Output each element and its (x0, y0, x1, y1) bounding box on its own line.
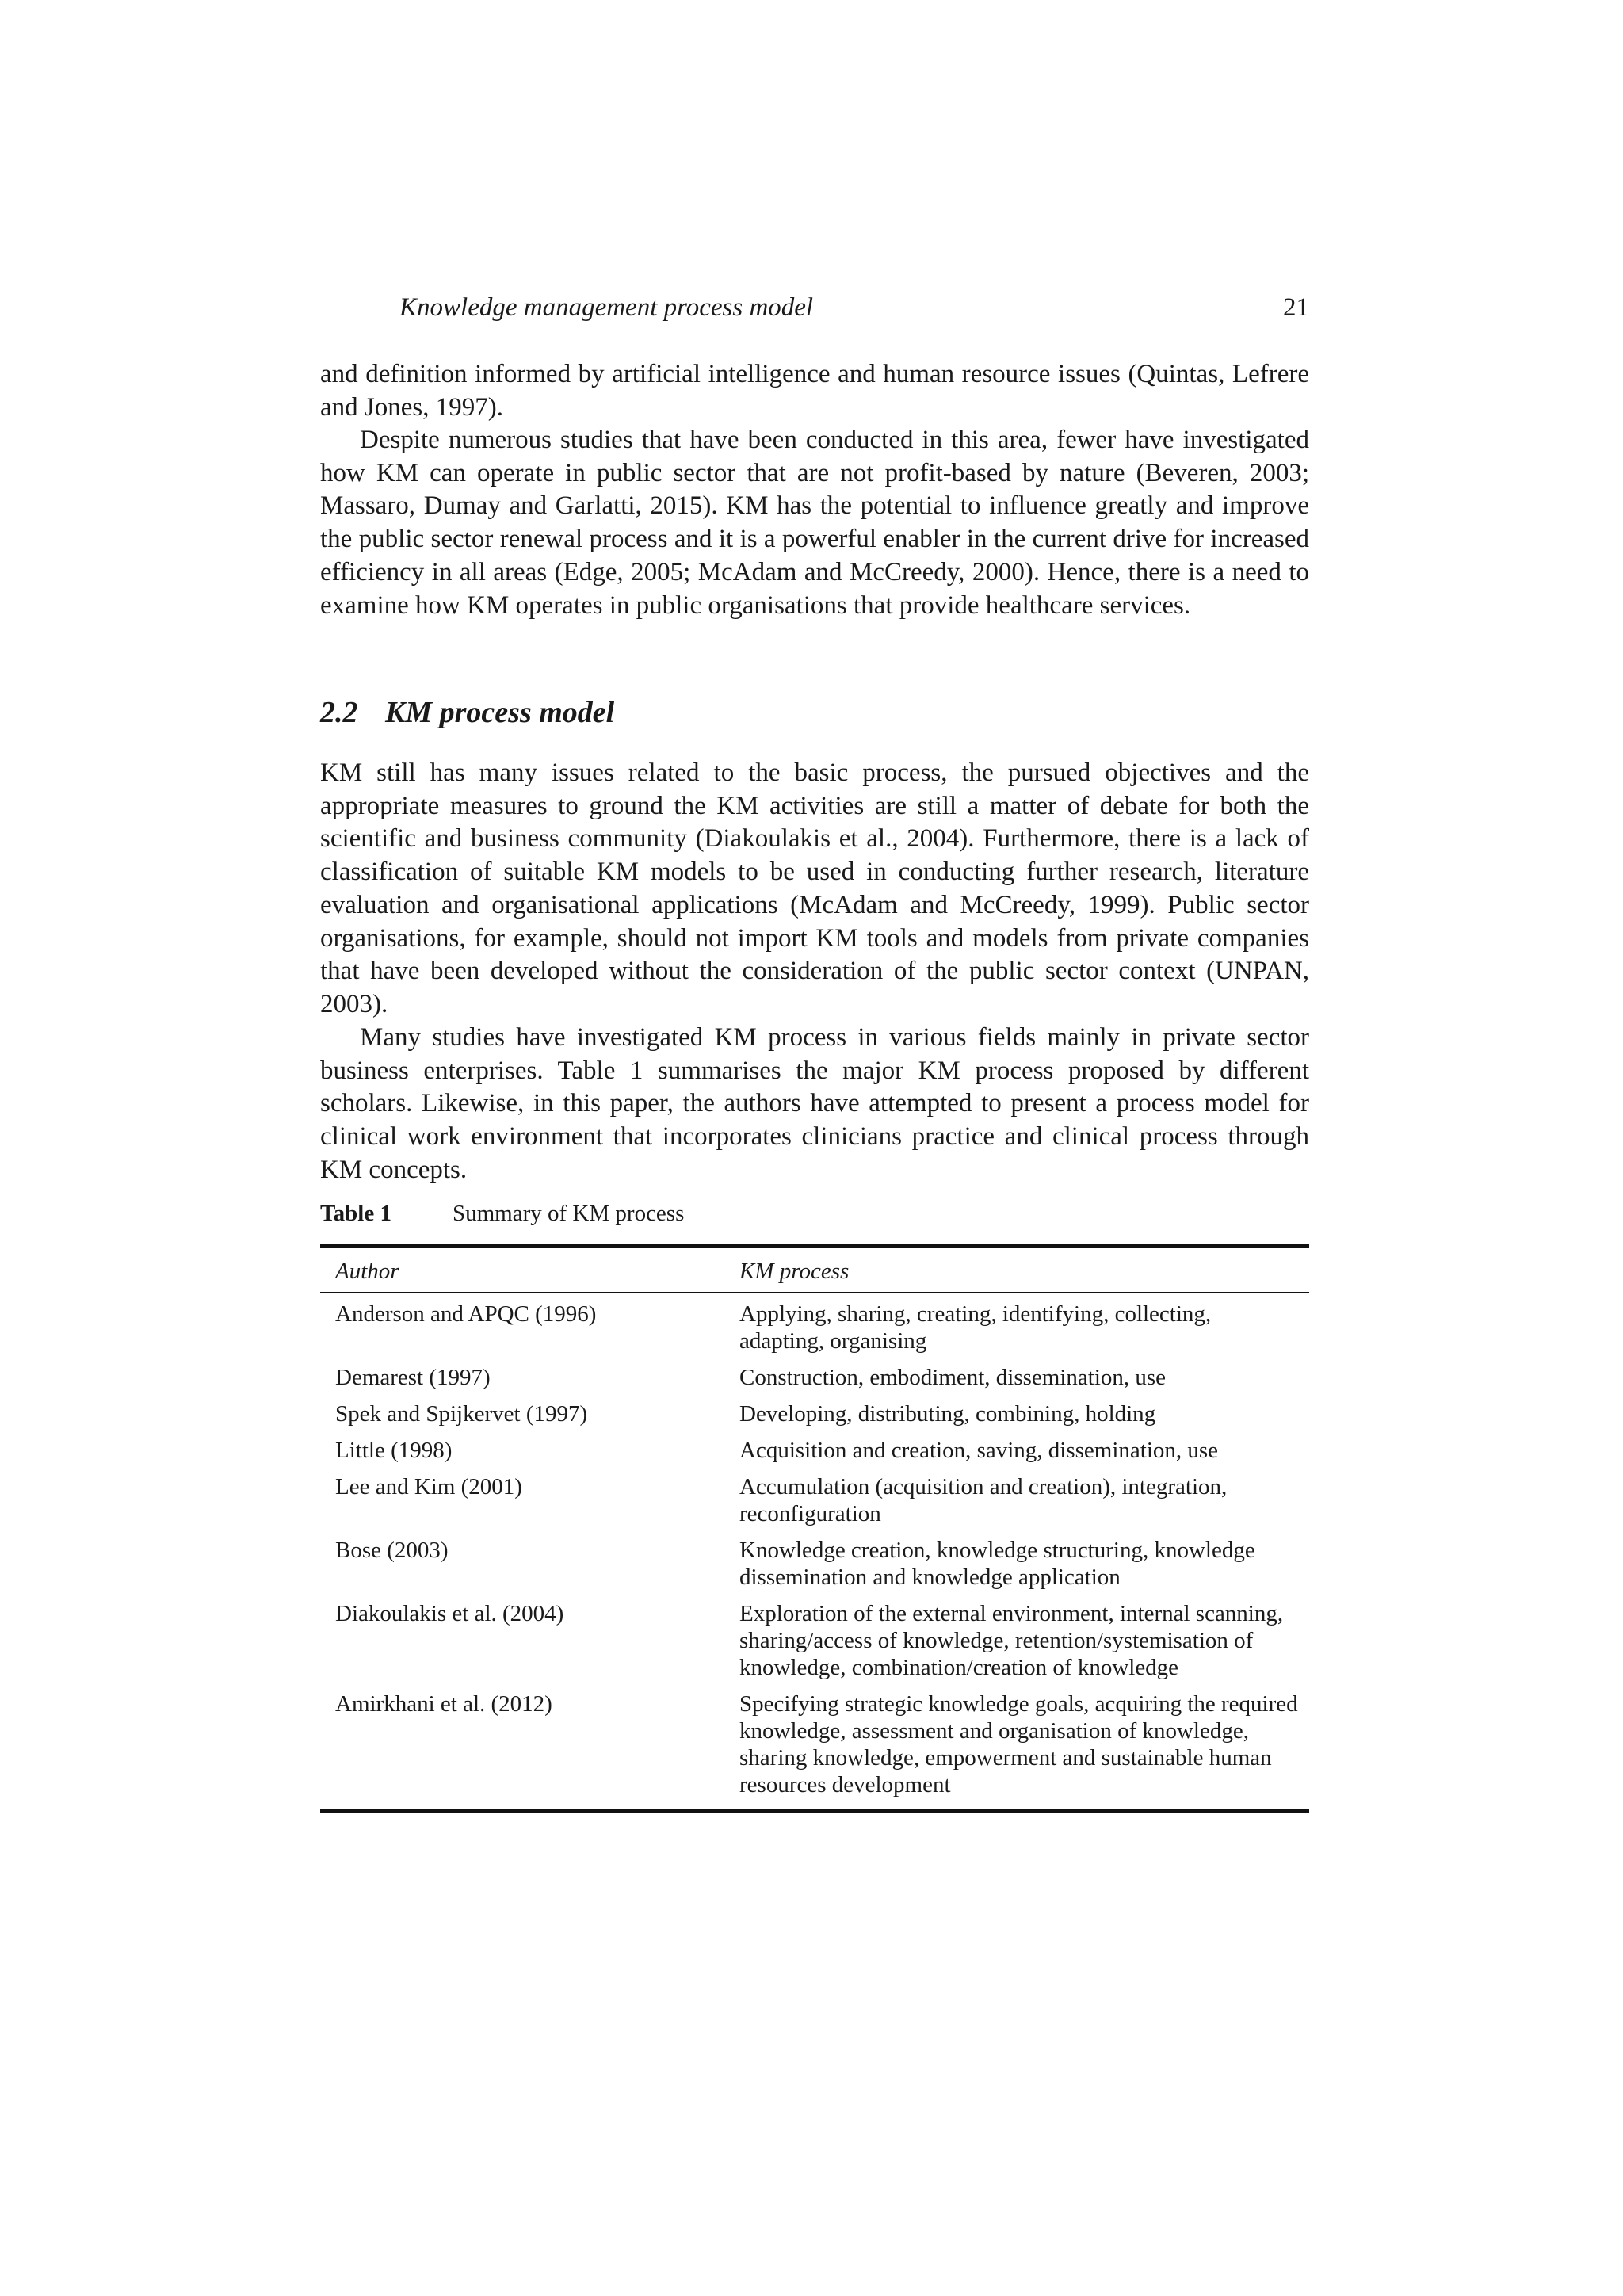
column-header-km-process: KM process (739, 1259, 850, 1284)
cell-author: Anderson and APQC (1996) (335, 1301, 597, 1327)
table-row (320, 1533, 1309, 1596)
table-row (320, 1469, 1309, 1533)
cell-author: Diakoulakis et al. (2004) (335, 1601, 564, 1626)
section-heading (320, 695, 614, 730)
cell-author: Lee and Kim (2001) (335, 1474, 522, 1499)
table-label: Table 1 (320, 1201, 391, 1226)
cell-author: Bose (2003) (335, 1538, 449, 1563)
table-row (320, 1596, 1309, 1687)
cell-km-process: Developing, distributing, combining, holding (739, 1401, 1156, 1427)
table-caption (320, 1201, 684, 1227)
table-body (320, 1293, 1309, 1809)
cell-author: Spek and Spijkervet (1997) (335, 1401, 588, 1427)
running-head (320, 293, 1309, 328)
column-header-author: Author (335, 1259, 399, 1284)
table-row (320, 1687, 1309, 1804)
paragraph-km-studies: Many studies have investigated KM process in various fields mainly in private sector business enterprises. Table 1 summarises the major KM process proposed by different scholars. Likewise, in this paper, the authors have attempted to present a process model for clinical work environment that incorporates clinicians practice and clinical process through KM concepts. (320, 1023, 1309, 1184)
page-number: 21 (1283, 293, 1309, 322)
table-header-row (320, 1248, 1309, 1293)
running-title: Knowledge management process model (399, 293, 814, 322)
section-number: 2.2 (320, 696, 358, 729)
km-process-table (320, 1244, 1309, 1813)
cell-km-process: Applying, sharing, creating, identifying, collecting, adapting, organising (739, 1301, 1212, 1354)
table-row (320, 1396, 1309, 1433)
cell-km-process: Specifying strategic knowledge goals, acquiring the required knowledge, assessment and organisation of knowledge, sharing knowledge, empowerment and sustainable human resources development (739, 1691, 1298, 1797)
table-row (320, 1433, 1309, 1469)
table-caption-text: Summary of KM process (453, 1201, 685, 1226)
table-row (320, 1293, 1309, 1360)
paragraph-continuation: and definition informed by artificial intelligence and human resource issues (Quintas, Lefrere and Jones, 1997). (320, 360, 1309, 422)
cell-km-process: Exploration of the external environment, internal scanning, sharing/access of knowledge, retention/systemisation of knowledge, combination/creation of knowledge (739, 1601, 1284, 1680)
cell-km-process: Construction, embodiment, dissemination, use (739, 1365, 1167, 1390)
cell-author: Demarest (1997) (335, 1365, 491, 1390)
table-row (320, 1360, 1309, 1396)
cell-km-process: Acquisition and creation, saving, dissemination, use (739, 1438, 1219, 1463)
paragraph-public-sector-km: Despite numerous studies that have been conducted in this area, fewer have investigated how KM can operate in public sector that are not profit-based by nature (Beveren, 2003; Massaro, Dumay and Garlatti, 2015). KM has the potential to influence greatly and improve the public sector renewal process and it is a powerful enabler in the current drive for increased efficiency in all areas (Edge, 2005; McAdam and McCreedy, 2000). Hence, there is a need to examine how KM operates in public organisations that provide healthcare services. (320, 426, 1309, 620)
section-title: KM process model (385, 696, 615, 729)
cell-author: Little (1998) (335, 1438, 453, 1463)
cell-km-process: Knowledge creation, knowledge structuring, knowledge dissemination and knowledge application (739, 1538, 1255, 1590)
cell-author: Amirkhani et al. (2012) (335, 1691, 552, 1717)
cell-km-process: Accumulation (acquisition and creation), integration, reconfiguration (739, 1474, 1228, 1526)
paragraph-km-issues: KM still has many issues related to the basic process, the pursued objectives and the appropriate measures to ground the KM activities are still a matter of debate for both the scientific and business community (Diakoulakis et al., 2004). Furthermore, there is a lack of classification of suitable KM models to be used in conducting further research, literature evaluation and organisational applications (McAdam and McCreedy, 1999). Public sector organisations, for example, should not import KM tools and models from private companies that have been developed without the consideration of the public sector context (UNPAN, 2003). (320, 758, 1309, 1018)
